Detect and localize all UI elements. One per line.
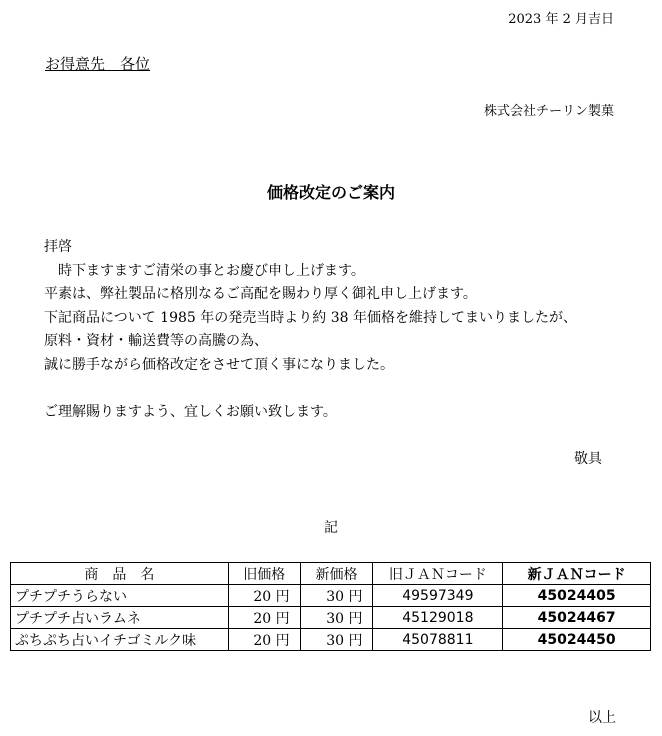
product-name: ぷちぷち占いイチゴミルク味 xyxy=(11,629,229,651)
header-old-price: 旧価格 xyxy=(228,563,300,585)
paragraph-gap xyxy=(44,377,577,401)
table-row xyxy=(11,607,651,629)
new-jan-code: 45024450 xyxy=(503,629,651,651)
new-price: 30 円 xyxy=(300,629,373,651)
body-line: 平素は、弊社製品に格別なるご高配を賜わり厚く御礼申し上げます。 xyxy=(44,286,477,302)
table-row xyxy=(11,585,651,607)
product-name: プチプチうらない xyxy=(11,585,229,607)
ki-heading: 記 xyxy=(324,520,338,536)
body-line: 時下ますますご清栄の事とお慶び申し上げます。 xyxy=(58,262,365,279)
letter-body xyxy=(44,236,577,424)
new-jan-code: 45024467 xyxy=(503,607,651,629)
body-line: 下記商品について 1985 年の発売当時より約 38 年価格を維持してまいりましたが、 xyxy=(44,309,577,326)
body-line: 誠に勝手ながら価格改定をさせて頂く事になりました。 xyxy=(44,356,394,373)
new-price: 30 円 xyxy=(300,585,373,607)
old-jan-code: 49597349 xyxy=(373,585,503,607)
table-row xyxy=(11,629,651,651)
request-line: ご理解賜りますよう、宜しくお願い致します。 xyxy=(44,403,337,420)
recipient-line: お得意先 各位 xyxy=(45,55,151,73)
new-jan-code: 45024405 xyxy=(503,585,651,607)
closing-word: 敬具 xyxy=(574,451,602,467)
document-date: 2023 年 2 月吉日 xyxy=(508,12,614,27)
price-table xyxy=(10,562,651,651)
old-price: 20 円 xyxy=(228,585,300,607)
header-new-jan: 新ＪＡＮコード xyxy=(503,563,651,585)
document-title: 価格改定のご案内 xyxy=(266,183,395,202)
product-name: プチプチ占いラムネ xyxy=(11,607,229,629)
header-new-price: 新価格 xyxy=(300,563,373,585)
old-jan-code: 45078811 xyxy=(373,629,503,651)
greeting: 拝啓 xyxy=(44,239,72,255)
new-price: 30 円 xyxy=(300,607,373,629)
table-header-row xyxy=(11,563,651,585)
old-jan-code: 45129018 xyxy=(373,607,503,629)
old-price: 20 円 xyxy=(228,607,300,629)
body-line: 原料・資材・輸送費等の高騰の為、 xyxy=(44,333,268,349)
old-price: 20 円 xyxy=(228,629,300,651)
header-old-jan: 旧ＪＡＮコード xyxy=(373,563,503,585)
header-product-name: 商 品 名 xyxy=(11,563,229,585)
company-name: 株式会社チーリン製菓 xyxy=(483,104,614,119)
end-word: 以上 xyxy=(588,710,616,726)
